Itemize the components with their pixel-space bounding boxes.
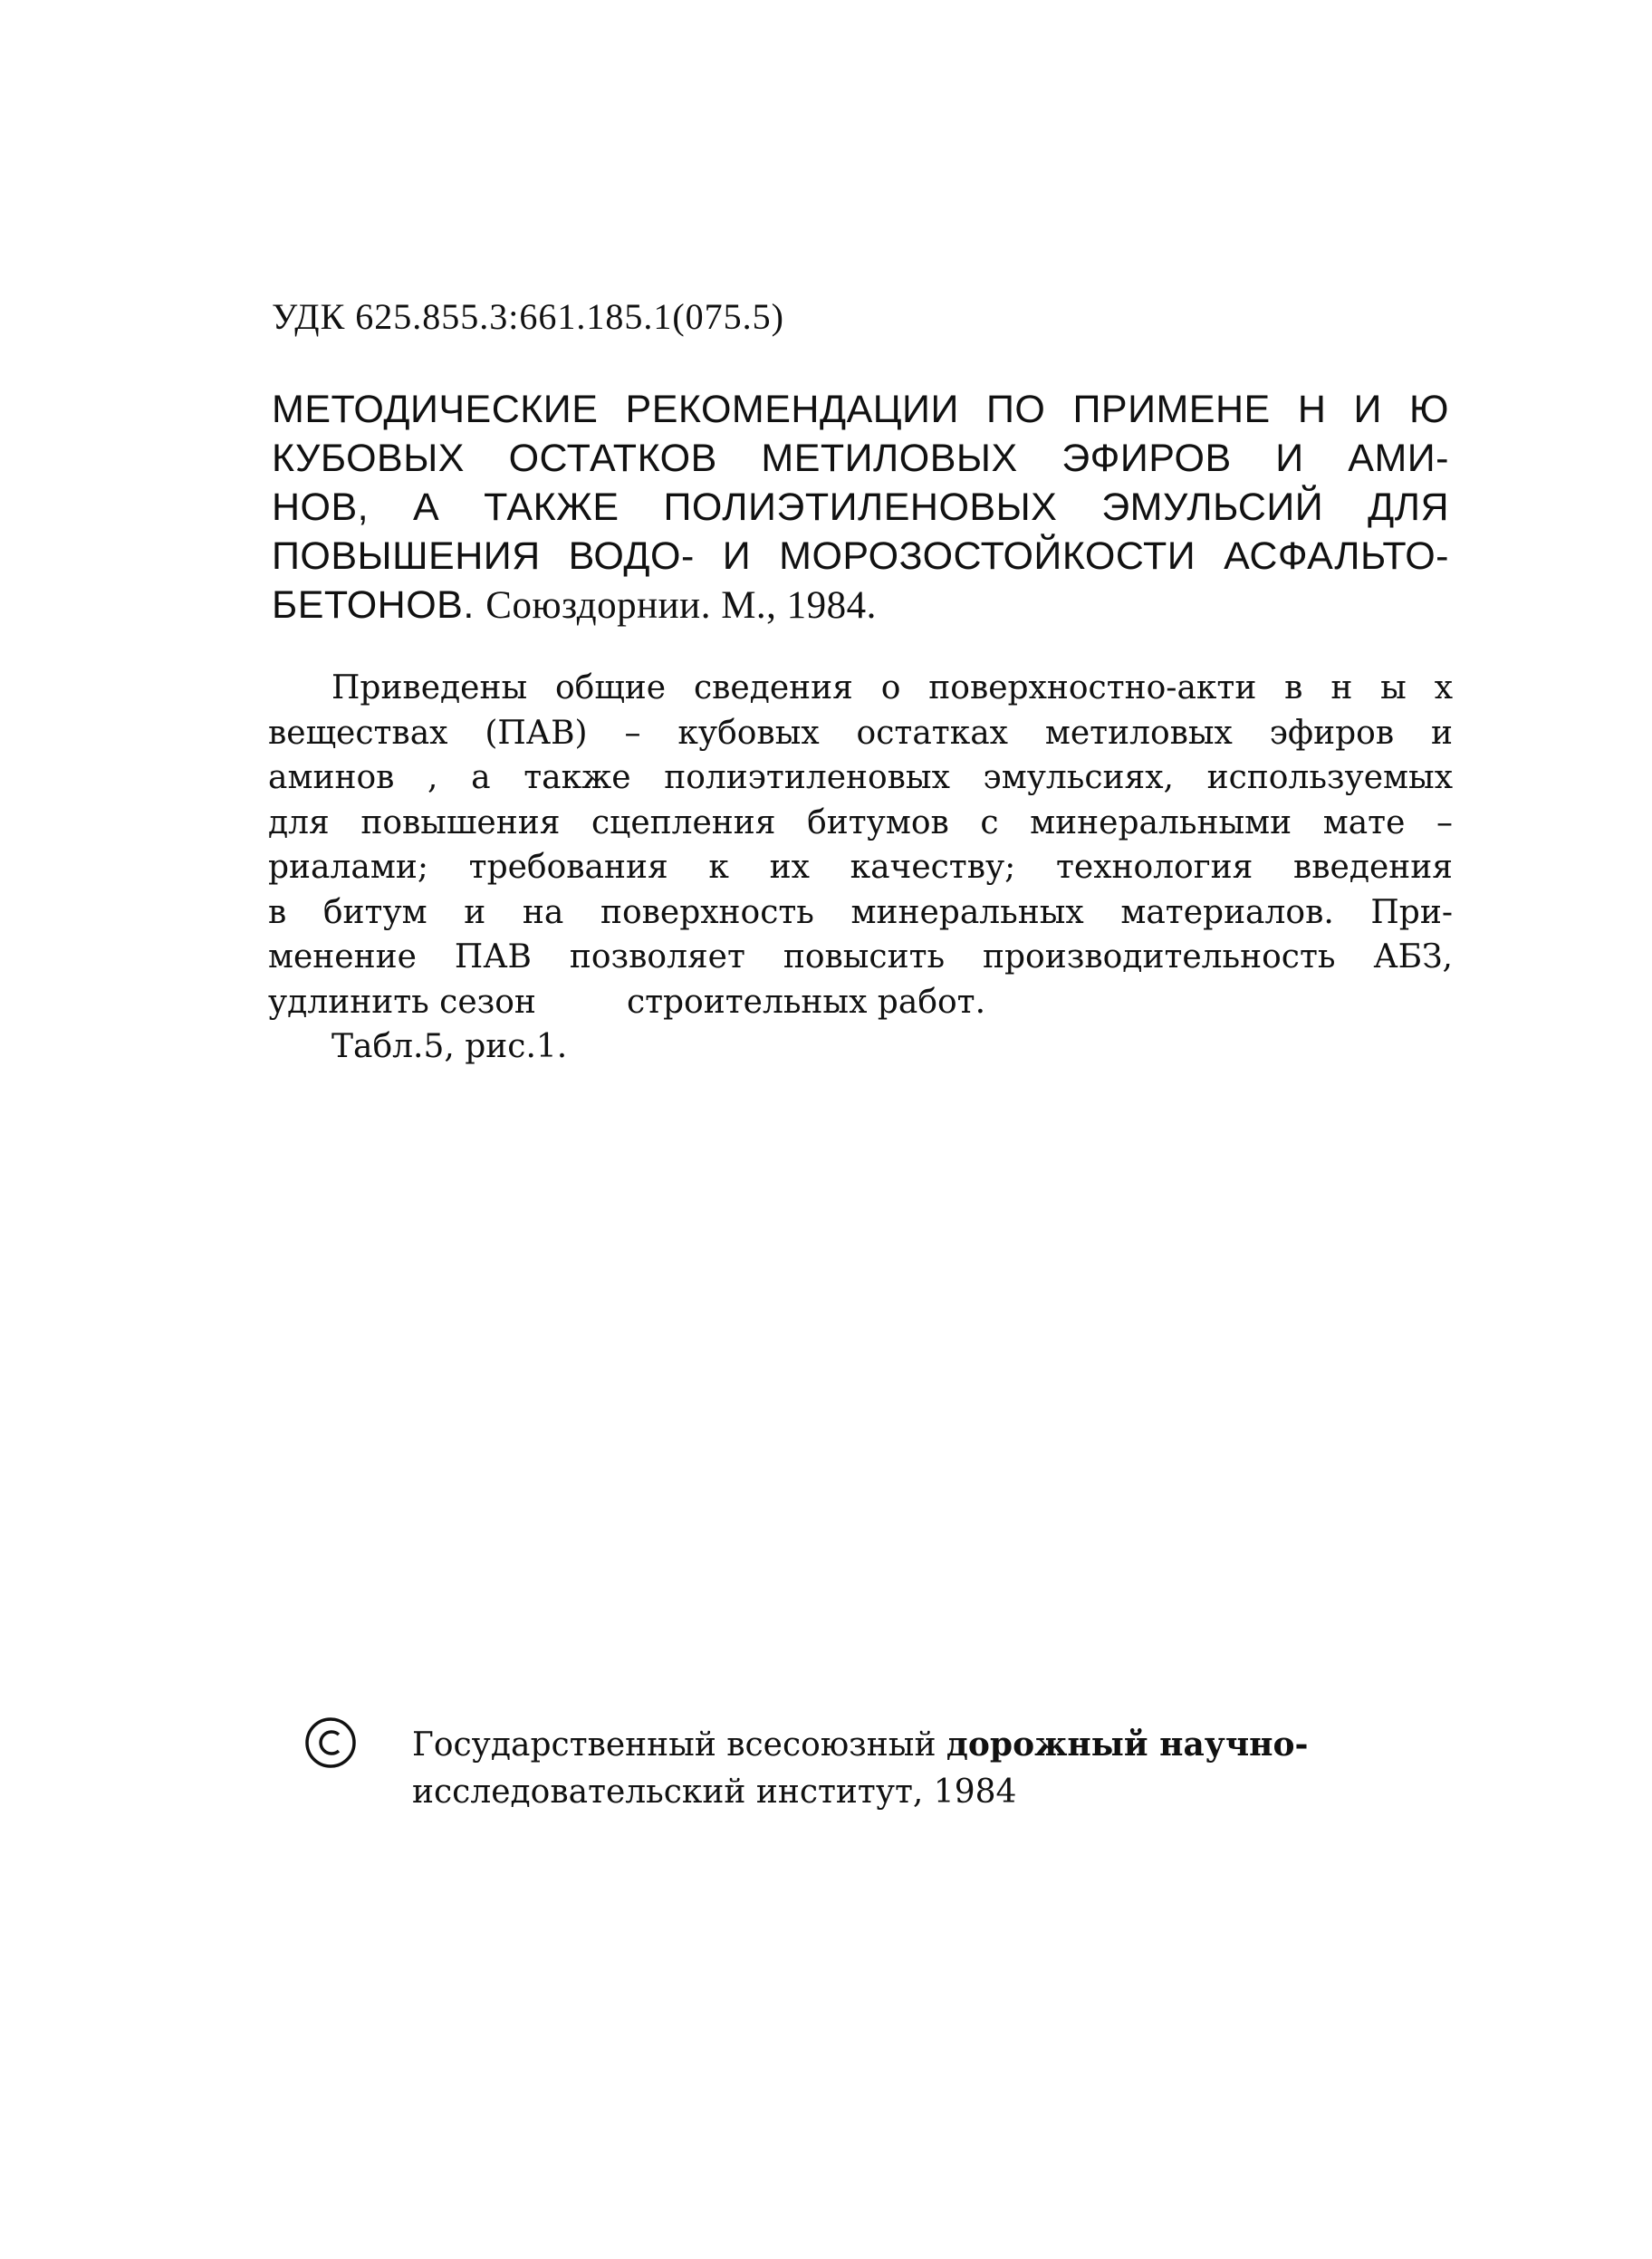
title-line: НОВ, А ТАКЖЕ ПОЛИЭТИЛЕНОВЫХ ЭМУЛЬСИЙ ДЛЯ bbox=[272, 485, 1449, 529]
title-line: ПОВЫШЕНИЯ ВОДО- И МОРОЗОСТОЙКОСТИ АСФАЛЬТО- bbox=[272, 534, 1449, 578]
abstract-last-part2: строительных работ. bbox=[626, 983, 986, 1021]
title-line: КУБОВЫХ ОСТАТКОВ МЕТИЛОВЫХ ЭФИРОВ И АМИ- bbox=[272, 437, 1449, 480]
abstract-line: менение ПАВ позволяет повысить производительность АБЗ, bbox=[268, 938, 1453, 976]
udk-code: УДК 625.855.3:661.185.1(075.5) bbox=[272, 296, 784, 337]
copyright-line-2: исследовательский институт, 1984 bbox=[412, 1774, 1017, 1811]
title-last-text: БЕТОНОВ. bbox=[272, 583, 475, 627]
abstract-last-part1: удлинить сезон bbox=[268, 983, 536, 1021]
tables-figures-count: Табл.5, рис.1. bbox=[331, 1028, 568, 1065]
abstract-line-last bbox=[268, 980, 1453, 1025]
abstract-line: веществах (ПАВ) – кубовых остатках метиловых эфиров и bbox=[268, 714, 1453, 752]
copyright-icon bbox=[303, 1716, 358, 1770]
publication-source: Союздорнии. М., 1984. bbox=[485, 584, 877, 627]
abstract-line: риалами; требования к их качеству; технология введения bbox=[268, 849, 1453, 886]
title-line: МЕТОДИЧЕСКИЕ РЕКОМЕНДАЦИИ ПО ПРИМЕНЕ Н И Ю bbox=[272, 388, 1449, 431]
abstract bbox=[268, 666, 1453, 1070]
copyright-org-bold: дорожный научно- bbox=[946, 1725, 1309, 1764]
copyright-text bbox=[412, 1721, 1308, 1816]
abstract-line: для повышения сцепления битумов с минеральными мате – bbox=[268, 803, 1453, 841]
abstract-line: в битум и на поверхность минеральных материалов. При- bbox=[268, 893, 1453, 931]
document-title bbox=[272, 385, 1449, 630]
abstract-line: Приведены общие сведения о поверхностно-акти в н ы х bbox=[331, 669, 1453, 707]
copyright-org-regular: Государственный всесоюзный bbox=[412, 1726, 946, 1764]
copyright-line-1 bbox=[412, 1721, 1308, 1769]
title-line-last bbox=[272, 581, 1449, 630]
abstract-line: аминов , а также полиэтиленовых эмульсиях, используемых bbox=[268, 759, 1453, 796]
